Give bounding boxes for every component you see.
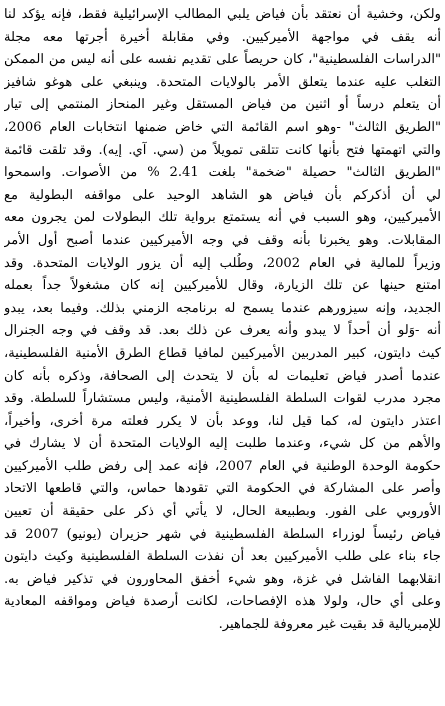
text-line: "الطريق الثالث" حصيلة "ضخمة" بلغت 2.41 % من الأصوات. واسمحوا bbox=[4, 165, 441, 181]
text-line: الأميركيين، وهو السبب في أنه يستمتع برواية تلك البطولات لمن يجرون معه bbox=[4, 210, 441, 226]
text-line: أنه -وَلو أن أحداً لا يبدو وأنه يعرف عن ذلك بعد. قد وقف في وجه الجنرال bbox=[4, 323, 441, 339]
text-line: لي أن أذكركم بأن فياض هو الشاهد الوحيد على مواقفه البطولية مع bbox=[4, 187, 441, 203]
text-line: التغلب عليه عندما يتعلق الأمر بالولايات المتحدة. وينبغي على هوغو شافيز bbox=[4, 74, 441, 90]
text-line: وعلى أي حال، ولولا هذه الإفصاحات، لكانت أرصدة فياض ومواقفه المعادية bbox=[4, 594, 441, 610]
text-line: مجرد مدرب لقوات السلطة الفلسطينية الأمنية، وليس مستشاراً للسلطة. وقد bbox=[4, 391, 441, 407]
text-line: وزيراً للمالية في العام 2002، وطُلب إليه أن يزور الولايات المتحدة. وقد bbox=[4, 255, 441, 271]
text-line: كيث دايتون، كبير المدربين الأميركيين لمافيا قطاع الطرق الأمنية الفلسطينية، bbox=[4, 345, 441, 361]
text-line: حكومة الوحدة الوطنية في العام 2007، فإنه عمد إلى رفض طلب الأميركيين bbox=[4, 458, 441, 474]
text-line: "الطريق الثالث" -وهو اسم القائمة التي خاض ضمنها انتخابات العام 2006، bbox=[4, 119, 441, 135]
text-line: الأوروبي على الفور. وبطبيعة الحال، لا يأتي أي ذكر على حقيقة أن تعيين bbox=[4, 504, 441, 520]
text-line: والأهم من كل شيء، وعندما طلبت إليه الولايات المتحدة أن لا يشارك في bbox=[4, 436, 441, 452]
text-line: فياض رئيساً لوزراء السلطة الفلسطينية في شهر حزيران (يونيو) 2007 قد bbox=[4, 526, 441, 542]
text-line: أنه يقف في مواجهة الأميركيين. وفي مقابلة أخيرة أجرتها معه مجلة bbox=[4, 29, 441, 45]
text-line: المقابلات. وهو يخبرنا بأنه وقف في وجه الأميركيين عندما أصبح أول الأمر bbox=[4, 232, 441, 248]
text-line-final: للإمبريالية قد بقيت غير معروفة للجماهير. bbox=[218, 617, 441, 633]
text-line: اعتذر دايتون له، كما قيل لنا، ووعد بأن لا يكرر فعلته مرة أخرى، وأخيراً، bbox=[4, 413, 441, 429]
text-line: عندما أصدر فياض تعليمات له بأن لا يتحدث إلى الصحافة، وذكره بأنه كان bbox=[4, 368, 441, 384]
text-line: امتنع حينها عن تلك الزيارة، وقال للأميركيين إنه كان مشغولاً جداً بعمله bbox=[4, 278, 441, 294]
text-line: الجديد، وإنه سيزورهم عندما يسمح له برنامجه الزمني بذلك. وفيما بعد، يبدو bbox=[4, 300, 441, 316]
text-line: "الدراسات الفلسطينية"، كان حريصاً على تقديم نفسه على أنه ليس من الممكن bbox=[4, 52, 441, 68]
text-line: ولكن، وخشية أن نعتقد بأن فياض يلبي المطالب الإسرائيلية فقط، فإنه يؤكد لنا bbox=[4, 7, 441, 22]
text-line: والتي اتهمتها فتح بأنها كانت تتلقى تمويلاً من (سي. آي. إيه). وقد تلقت قائمة bbox=[4, 142, 441, 158]
text-line: انقلابهما الفاشل في غزة، وهو شيء أخفق المحاورون في تذكير فياض به. bbox=[4, 571, 441, 587]
text-line: وأصر على المشاركة في الحكومة التي تقودها حماس، والتي قاطعها الاتحاد bbox=[4, 481, 441, 497]
text-line: جاء بناء على طلب الأميركيين بعد أن نفذت السلطة الفلسطينية وكيث دايتون bbox=[4, 549, 441, 565]
text-line: أن يتعلم درساً أو اثنين من فياض المستقل وغير المنحاز المنتمي إلى تيار bbox=[4, 97, 441, 113]
